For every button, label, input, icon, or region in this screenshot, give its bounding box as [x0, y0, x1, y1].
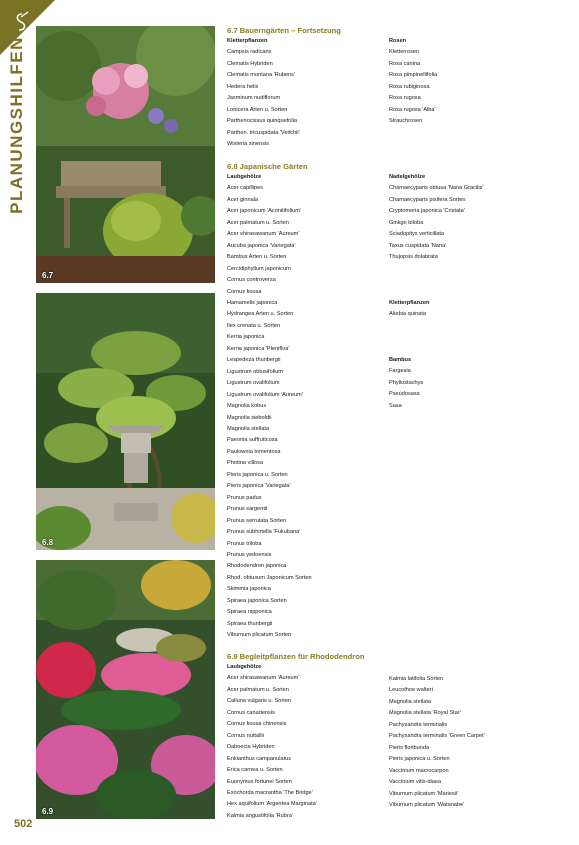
section-title: 6.8 Japanische Gärten — [227, 162, 308, 171]
plant-list — [227, 673, 365, 822]
plant-list — [227, 183, 312, 641]
plant-item: Hedera helix — [227, 83, 259, 90]
plant-item: Spiraea thunbergii — [227, 620, 273, 627]
plant-item: Akebia quinata — [389, 311, 427, 318]
plant-item: Spiraea nipponica — [227, 609, 272, 616]
plant-item: Acer shirasawanum 'Aureum' — [227, 231, 300, 238]
plant-item: Rosa pimpinellifolia — [389, 72, 438, 79]
plant-item: Acer palmatum u. Sorten — [227, 219, 289, 226]
plant-item: Acer shirasawanum 'Aureum' — [227, 675, 300, 682]
plant-item: Prunus serrulata Sorten — [227, 517, 287, 524]
photo-rhododendron-garden — [36, 560, 215, 819]
plant-item: Rhododendron japonica — [227, 563, 287, 570]
plant-item: Lonicera Arten u. Sorten — [227, 106, 288, 113]
plant-item: Calluna vulgaris u. Sorten — [227, 698, 292, 705]
plant-item: Rosa rugosa — [389, 95, 421, 102]
plant-item: Pieris japonica u. Sorten — [227, 471, 288, 478]
plant-item: Pachysandra terminalis — [389, 721, 448, 728]
plant-item: Rosa canina — [389, 60, 421, 67]
plant-item: Euonymus fortunei Sorten — [227, 778, 292, 785]
plant-list — [389, 183, 483, 263]
plant-item: Phyllostachys — [389, 379, 424, 386]
plant-item: Campsis radicans — [227, 49, 272, 56]
plant-item: Pieris japonica u. Sorten — [389, 756, 450, 763]
plant-item: Enkianthus campanulatus — [227, 755, 292, 762]
plant-item: Bambus Arten u. Sorten — [227, 254, 287, 261]
plant-list — [389, 366, 423, 412]
plant-item: Cornus nuttallii — [227, 732, 264, 739]
page-number: 502 — [14, 818, 33, 830]
photo-japanese-garden — [36, 293, 215, 550]
plant-item: Magnolia sieboldii — [227, 414, 272, 421]
plant-item: Hamamelis japonica — [227, 299, 278, 306]
plant-item: Rosa rugosa 'Alba' — [389, 106, 436, 113]
plant-list — [389, 674, 485, 811]
section-6-8-bambus — [389, 355, 423, 412]
plant-item: Sasa — [389, 402, 402, 409]
plant-item: Cornus kousa — [227, 288, 262, 295]
plant-item: Acer capillipes — [227, 185, 264, 192]
section-6-9-left — [227, 651, 365, 822]
plant-item: Viburnum plicatum 'Mariesii' — [389, 790, 459, 797]
group-heading: Bambus — [389, 357, 412, 363]
plant-item: Jasminum nudiflorum — [227, 95, 281, 102]
plant-item: Kalmia angustifolia 'Rubra' — [227, 812, 293, 819]
plant-item: Magnolia stellata 'Royal Star' — [389, 710, 461, 717]
plant-item: Daboecia Hybriden — [227, 744, 275, 751]
plant-item: Magnolia stellata — [227, 425, 269, 432]
plant-item: Spiraea japonica Sorten — [227, 597, 287, 604]
section-6-7-left — [227, 25, 341, 151]
plant-item: Rosa rubiginosa — [389, 83, 430, 90]
plant-item: Prunus subhirtella 'Fukubana' — [227, 529, 301, 536]
plant-item: Prunus sargentii — [227, 506, 268, 513]
plant-item: Ilex crenata u. Sorten — [227, 322, 281, 329]
plant-item: Kerria japonica 'Plenifloa' — [227, 345, 290, 352]
plant-item: Kerria japonica — [227, 334, 265, 341]
photo-label: 6.7 — [42, 271, 54, 280]
plant-item: Kalmia latifolia Sorten — [389, 676, 444, 682]
plant-item: Prunus triloba — [227, 540, 262, 547]
photo-label: 6.8 — [42, 538, 54, 547]
photo-garden-bench — [36, 26, 215, 283]
plant-item: Rhod. obtusum Japonicum Sorten — [227, 574, 312, 581]
group-heading: Rosen — [389, 38, 407, 44]
plant-item: Skimmia japonica — [227, 586, 271, 593]
plant-item: Cercidiphyllum japonicum — [227, 265, 291, 272]
plant-item: Pachysandra terminalis 'Green Carpet' — [389, 733, 485, 740]
plant-item: Viburnum plicatum Sorten — [227, 632, 292, 639]
plant-item: Magnolia stellata — [389, 698, 431, 705]
plant-item: Parthenocissus quinquefolia — [227, 118, 297, 125]
plant-item: Viburnum plicatum 'Watanabe' — [389, 801, 465, 808]
plant-item: Taxus cuspidata 'Nana' — [389, 242, 447, 249]
plant-list — [227, 47, 341, 150]
plant-item: Prunus yedoensis — [227, 551, 272, 558]
section-6-8-left — [227, 161, 312, 642]
plant-item: Photina villosa — [227, 460, 264, 467]
plant-item: Cornus kousa chinensis — [227, 721, 287, 728]
plant-item: Erica carnea u. Sorten — [227, 767, 283, 774]
section-6-7-right — [389, 36, 437, 128]
group-heading: Laubgehölze — [227, 664, 262, 670]
plant-item: Ligustrum obtusifolium — [227, 368, 283, 375]
plant-item: Paulownia tomentosa — [227, 448, 281, 455]
plant-item: Pseudosasa — [389, 391, 420, 398]
plant-item: Cryptomeria japonica 'Cristata' — [389, 208, 465, 215]
plant-list — [389, 47, 437, 127]
group-heading: Nadelgehölze — [389, 174, 426, 180]
plant-item: Hex aquifolium 'Argentea Marginata' — [227, 801, 317, 808]
plant-item: Pieris floribunda — [389, 744, 430, 751]
section-6-9-right — [389, 674, 485, 811]
plant-item: Kletterrosen — [389, 49, 420, 56]
plant-item: Vaccinium vitis-idaea — [389, 779, 442, 786]
plant-item: Cornus canadensis — [227, 709, 275, 716]
plant-item: Wisteria sinensis — [227, 141, 269, 148]
group-heading: Laubgehölze — [227, 174, 262, 180]
plant-item: Clematis Hybriden — [227, 60, 273, 67]
section-title: 6.9 Begleitpflanzen für Rhododendron — [227, 652, 365, 661]
plant-item: Magnolia kobus — [227, 403, 267, 410]
plant-item: Prunus padus — [227, 494, 262, 501]
plant-item: Lespedeza thunbergii — [227, 357, 281, 364]
group-heading: Kletterpflanzen — [389, 300, 430, 306]
plant-item: Acer palmatum u. Sorten — [227, 686, 289, 693]
plant-item: Chamaecyparis obtusa 'Nana Gracilis' — [389, 185, 484, 192]
section-6-8-nadelgehoelze — [389, 172, 483, 264]
plant-item: Aucuba japonica 'Variegata' — [227, 242, 296, 249]
group-heading: Kletterpflanzen — [227, 38, 268, 44]
plant-item: Cornus controversa — [227, 277, 276, 284]
section-title: 6.7 Bauerngärten – Fortsetzung — [227, 26, 341, 35]
plant-item: Parthen. tricuspidata 'Veitchii' — [227, 129, 300, 136]
plant-item: Sciadopitys verticillata — [389, 231, 445, 238]
plant-list — [389, 309, 429, 320]
plant-item: Hydrangea Arten u. Sorten — [227, 311, 294, 318]
plant-item: Acer japonicum 'Aconitifolium' — [227, 208, 301, 215]
plant-item: Strauchrosen — [389, 118, 423, 125]
plant-item: Pieris japonica 'Variegata' — [227, 483, 291, 490]
plant-item: Ligustrum ovalifolium — [227, 380, 280, 387]
plant-item: Chamaecyparis pisifera Sorten — [389, 196, 466, 203]
plant-item: Vaccinium macrocarpon — [389, 767, 449, 774]
plant-item: Exochorda macrantha 'The Bridge' — [227, 789, 313, 796]
plant-item: Ligustrum ovalifolium 'Aureum' — [227, 391, 303, 398]
photo-label: 6.9 — [42, 807, 54, 816]
sidebar-title: PLANUNGSHILFEN — [7, 36, 26, 214]
plant-item: Fargesia — [389, 368, 411, 375]
plant-item: Clematis montana 'Rubens' — [227, 72, 296, 79]
section-6-8-kletterpflanzen — [389, 298, 429, 321]
plant-item: Leucothoe walteri — [389, 687, 433, 694]
plant-item: Ginkgo biloba — [389, 219, 424, 226]
plant-item: Thujopsis dolabrata — [389, 254, 438, 261]
plant-item: Acer ginnala — [227, 196, 259, 203]
plant-item: Paeonia suffruticosa — [227, 437, 278, 444]
